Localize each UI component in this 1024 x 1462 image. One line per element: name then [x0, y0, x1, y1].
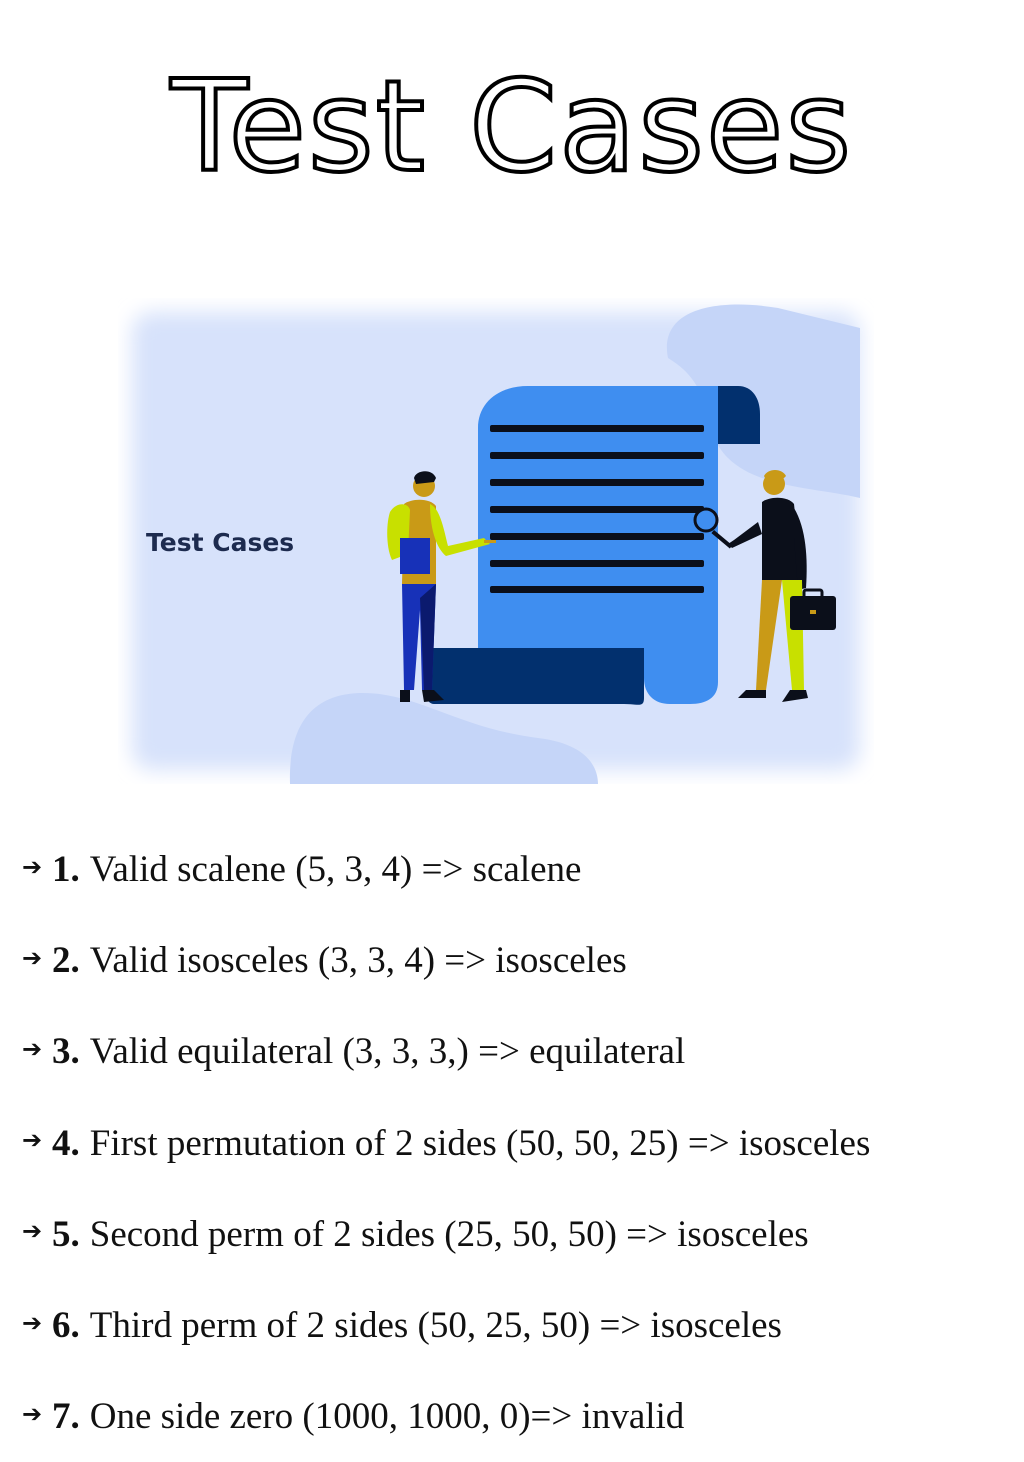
case-number: 5.: [52, 1213, 80, 1255]
page-title: Test Cases: [170, 53, 854, 200]
case-number: 2.: [52, 940, 80, 982]
arrow-right-icon: ➔: [22, 1308, 43, 1337]
scroll-bottom-curl: [422, 648, 644, 705]
arrow-right-icon: ➔: [22, 852, 43, 881]
list-item: [22, 915, 1012, 1006]
case-text: First permutation of 2 sides (50, 50, 25) => isosceles: [89, 1122, 871, 1164]
test-cases-illustration: [118, 298, 874, 784]
arrow-right-icon: ➔: [22, 1034, 43, 1063]
case-number: 4.: [52, 1122, 80, 1164]
list-item: [22, 1189, 1012, 1280]
test-case-list: [22, 824, 1012, 1462]
illustration-label: Test Cases: [146, 528, 295, 557]
list-item: [22, 824, 1012, 915]
arrow-right-icon: ➔: [22, 1217, 43, 1246]
arrow-right-icon: ➔: [22, 1399, 43, 1428]
case-number: 7.: [52, 1396, 80, 1438]
scroll-top-curl: [718, 386, 760, 444]
case-text: Valid equilateral (3, 3, 3,) => equilateral: [89, 1031, 686, 1073]
case-text: Second perm of 2 sides (25, 50, 50) => isosceles: [89, 1213, 809, 1255]
case-number: 3.: [52, 1031, 80, 1073]
case-number: 6.: [52, 1305, 80, 1347]
case-text: Valid scalene (5, 3, 4) => scalene: [89, 849, 582, 891]
case-number: 1.: [52, 849, 80, 891]
arrow-right-icon: ➔: [22, 943, 43, 972]
arrow-right-icon: ➔: [22, 1126, 43, 1155]
list-item: [22, 1006, 1012, 1097]
list-item: [22, 1280, 1012, 1371]
list-item: [22, 1098, 1012, 1189]
list-item: [22, 1371, 1012, 1462]
case-text: Third perm of 2 sides (50, 25, 50) => isosceles: [89, 1305, 782, 1347]
case-text: One side zero (1000, 1000, 0)=> invalid: [89, 1396, 685, 1438]
case-text: Valid isosceles (3, 3, 4) => isosceles: [89, 940, 627, 982]
